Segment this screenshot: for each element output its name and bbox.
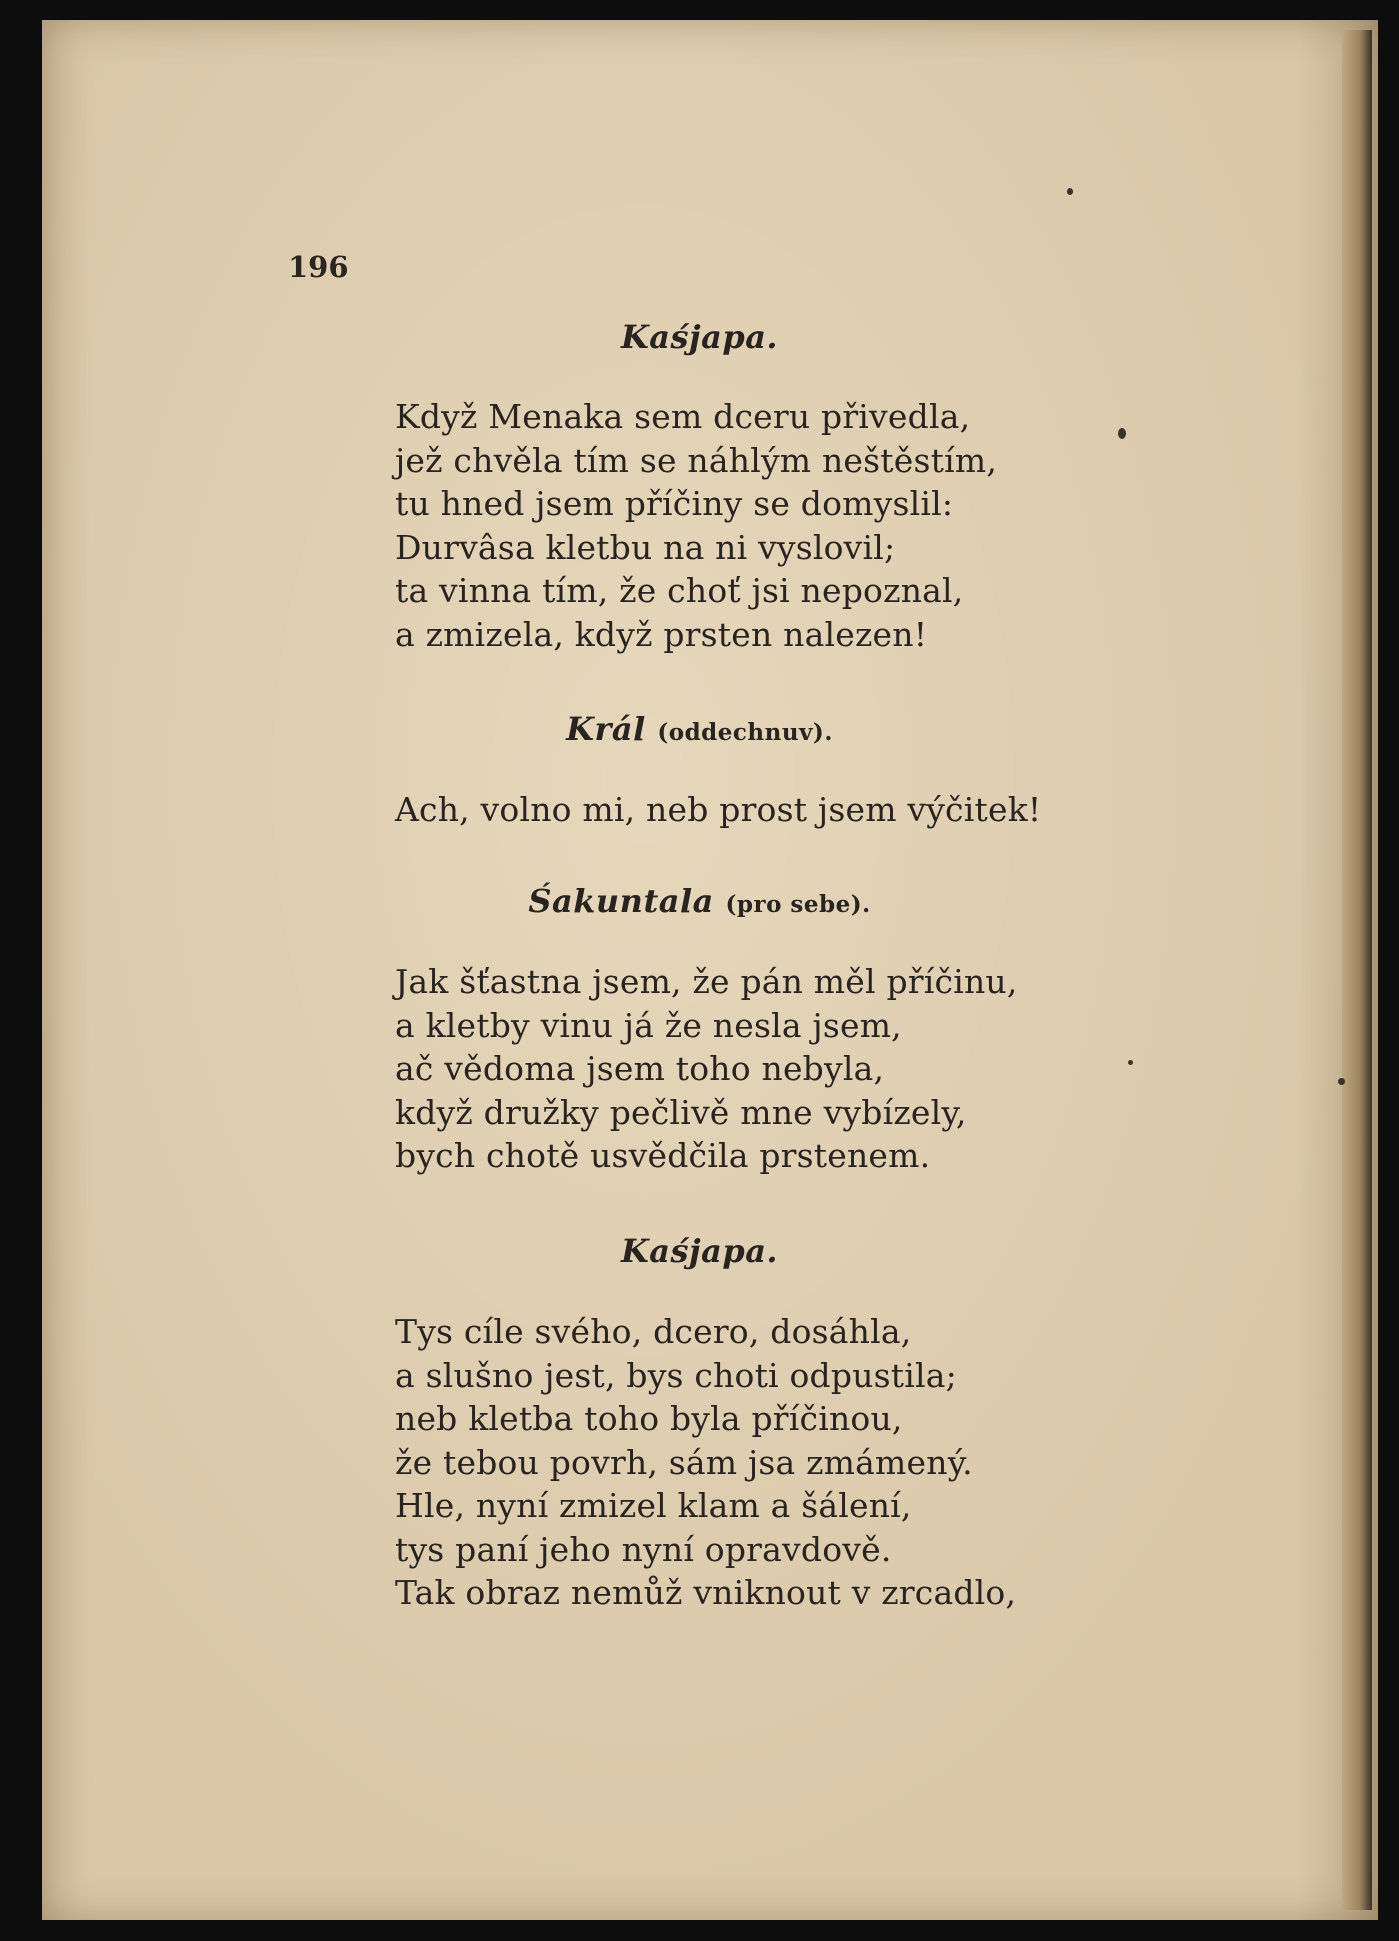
verse-line: neb kletba toho byla příčinou,: [395, 1399, 903, 1438]
speaker-name: Kaśjapa.: [620, 1232, 779, 1270]
speaker-heading: [0, 318, 1399, 356]
stanza: [395, 1310, 1095, 1615]
verse-line: že tebou povrh, sám jsa zmámený.: [395, 1442, 973, 1482]
verse-line: Tak obraz nemůž vniknout v zrcadlo,: [395, 1573, 1017, 1612]
speaker-name: Śakuntala: [528, 882, 714, 920]
verse-line: ač vědoma jsem toho nebyla,: [395, 1049, 885, 1088]
page-number: 196: [288, 250, 349, 284]
verse-line: ta vinna tím, že choť jsi nepoznal,: [395, 571, 964, 610]
verse-line: Hle, nyní zmizel klam a šálení,: [395, 1486, 912, 1525]
verse-line: Tys cíle svého, dcero, dosáhla,: [395, 1312, 912, 1351]
stanza: [395, 788, 1095, 832]
stanza: [395, 395, 1095, 656]
verse-line: a slušno jest, bys choti odpustila;: [395, 1355, 957, 1395]
verse-line: Ach, volno mi, neb prost jsem výčitek!: [395, 790, 1042, 829]
verse-line: a kletby vinu já že nesla jsem,: [395, 1005, 902, 1045]
speaker-heading: [0, 1232, 1399, 1270]
verse-line: Durvâsa kletbu na ni vyslovil;: [395, 527, 896, 567]
verse-line: když družky pečlivě mne vybízely,: [395, 1092, 967, 1132]
stage-direction: (oddechnuv).: [657, 719, 833, 746]
verse-line: tys paní jeho nyní opravdově.: [395, 1529, 892, 1569]
stanza: [395, 960, 1095, 1178]
verse-line: bych chotě usvědčila prstenem.: [395, 1136, 931, 1175]
verse-line: Když Menaka sem dceru přivedla,: [395, 397, 971, 436]
speaker-heading: [0, 882, 1399, 920]
speaker-name: Král: [566, 710, 646, 748]
verse-line: tu hned jsem příčiny se domyslil:: [395, 484, 954, 523]
verse-line: Jak šťastna jsem, že pán měl příčinu,: [395, 962, 1018, 1001]
verse-line: a zmizela, když prsten nalezen!: [395, 614, 928, 654]
speaker-name: Kaśjapa.: [620, 318, 779, 356]
stage-direction: (pro sebe).: [725, 891, 871, 918]
speaker-heading: [0, 710, 1399, 748]
verse-line: jež chvěla tím se náhlým neštěstím,: [395, 440, 998, 480]
